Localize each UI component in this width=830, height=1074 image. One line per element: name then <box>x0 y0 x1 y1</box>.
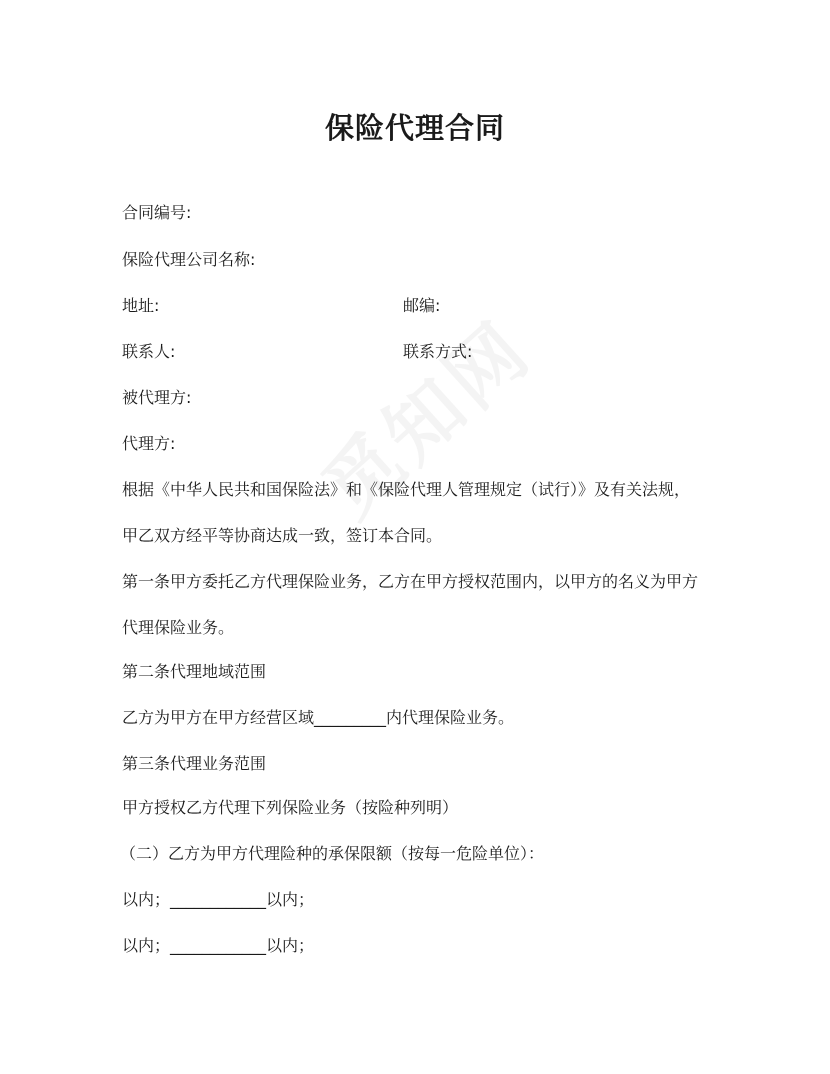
postcode-label: 邮编: <box>403 296 441 315</box>
principal-label: 被代理方: <box>122 388 192 407</box>
paragraph-line: 乙方为甲方在甲方经营区域_________内代理保险业务。 <box>122 708 515 727</box>
limit-line: 以内；____________以内； <box>122 936 315 955</box>
article-two-heading: 第二条代理地域范围 <box>122 662 267 681</box>
paragraph-line: 代理保险业务。 <box>122 618 235 637</box>
article-three-heading: 第三条代理业务范围 <box>122 754 267 773</box>
paragraph-line: 根据《中华人民共和国保险法》和《保险代理人管理规定（试行）》及有关法规， <box>122 480 691 499</box>
paragraph-line: 甲乙双方经平等协商达成一致，签订本合同。 <box>122 526 443 545</box>
paragraph-line: 甲方授权乙方代理下列保险业务（按险种列明） <box>122 798 459 817</box>
document-title: 保险代理合同 <box>324 111 505 145</box>
contract-number-label: 合同编号: <box>122 203 192 222</box>
agency-name-label: 保险代理公司名称: <box>122 250 256 269</box>
address-label: 地址: <box>122 296 160 315</box>
limit-line: 以内；____________以内； <box>122 890 315 909</box>
article-one-line: 第一条甲方委托乙方代理保险业务，乙方在甲方授权范围内，以甲方的名义为甲方 <box>122 572 699 591</box>
subsection-line: （二）乙方为甲方代理险种的承保限额（按每一危险单位）： <box>120 844 545 863</box>
contact-person-label: 联系人: <box>122 342 176 361</box>
contact-method-label: 联系方式: <box>403 342 473 361</box>
agent-label: 代理方: <box>122 434 176 453</box>
